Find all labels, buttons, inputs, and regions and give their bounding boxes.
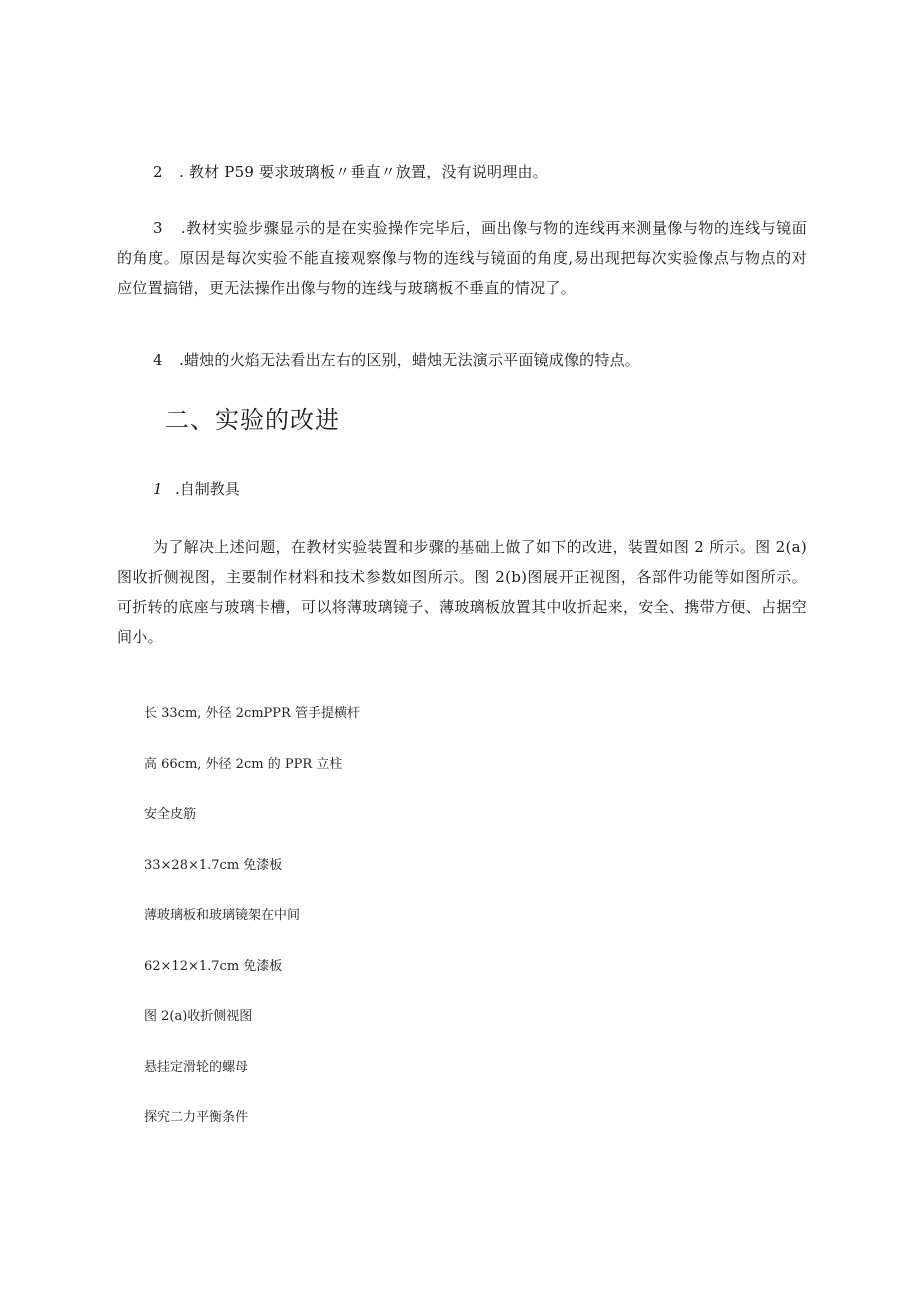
figure-caption: 图 2(a)收折侧视图 [144, 1009, 253, 1024]
section-heading: 二、实验的改进 [165, 406, 340, 434]
list-item-2 [153, 162, 548, 182]
subsection-number: 1 [153, 480, 163, 498]
list-item-number: 3 [153, 219, 163, 237]
figure-label: 薄玻璃板和玻璃镜架在中间 [144, 908, 301, 923]
list-item-number: 2 [153, 163, 163, 181]
body-paragraph: 为了解决上述问题，在教材实验装置和步骤的基础上做了如下的改进，装置如图 2 所示。图 2(a)图收折侧视图，主要制作材料和技术参数如图所示。图 2(b)图展开正视图，各部件功能等如图所示。可折转的底座与玻璃卡槽，可以将薄玻璃镜子、薄玻璃板放置其中收折起来，安全、携带方便、占据空间小。 [117, 538, 807, 646]
figure-label: 高 66cm, 外径 2cm 的 PPR 立柱 [144, 757, 343, 772]
figure-label: 悬挂定滑轮的螺母 [144, 1060, 249, 1075]
list-item-4 [153, 350, 640, 370]
figure-label: 长 33cm, 外径 2cmPPR 管手提横杆 [144, 706, 360, 721]
figure-label: 探究二力平衡条件 [144, 1110, 249, 1125]
subsection-title [153, 479, 240, 499]
figure-label: 安全皮筋 [144, 807, 197, 822]
list-item-number: 4 [153, 351, 163, 369]
list-item-text: .蜡烛的火焰无法看出左右的区别，蜡烛无法演示平面镜成像的特点。 [179, 351, 640, 369]
subsection-text: .自制教具 [175, 480, 240, 498]
list-item-text: . 教材 P59 要求玻璃板〃垂直〃放置，没有说明理由。 [179, 163, 548, 181]
figure-label: 62×12×1.7cm 免漆板 [144, 959, 283, 974]
list-item-text: .教材实验步骤显示的是在实验操作完毕后，画出像与物的连线再来测量像与物的连线与镜面的角度。原因是每次实验不能直接观察像与物的连线与镜面的角度,易出现把每次实验像点与物点的对应位置搞错，更无法操作出像与物的连线与玻璃板不垂直的情况了。 [117, 219, 807, 297]
list-item-3 [117, 213, 807, 303]
figure-label: 33×28×1.7cm 免漆板 [144, 858, 283, 873]
